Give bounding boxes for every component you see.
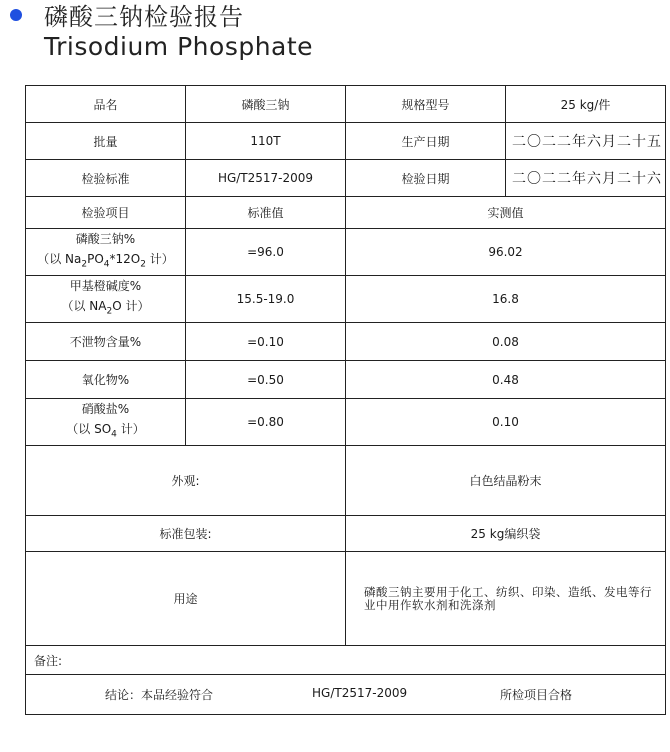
test-measured-value: 0.08 bbox=[346, 323, 666, 361]
conclusion-standard: HG/T2517-2009 bbox=[312, 686, 408, 700]
appearance-value: 白色结晶粉末 bbox=[346, 446, 666, 516]
production-date-value: 二〇二二年六月二十五 bbox=[506, 123, 666, 160]
remarks-label: 备注: bbox=[26, 646, 666, 675]
test-measured-value: 96.02 bbox=[346, 229, 666, 276]
column-header-standard: 标准值 bbox=[186, 197, 346, 229]
inspection-report-table bbox=[25, 85, 666, 715]
inspection-date-value: 二〇二二年六月二十六 bbox=[506, 160, 666, 197]
table-row bbox=[26, 276, 666, 323]
standard-value: HG/T2517-2009 bbox=[186, 160, 346, 197]
table-row bbox=[26, 123, 666, 160]
test-item bbox=[26, 276, 186, 323]
test-measured-value: 0.48 bbox=[346, 361, 666, 399]
table-row bbox=[26, 361, 666, 399]
packaging-value: 25 kg编织袋 bbox=[346, 516, 666, 552]
conclusion-cell bbox=[26, 675, 666, 715]
standard-label: 检验标准 bbox=[26, 160, 186, 197]
test-item-name: 磷酸三钠% bbox=[75, 232, 136, 247]
conclusion-label: 结论：本品经验符合 bbox=[105, 688, 214, 702]
test-standard-value: =0.10 bbox=[186, 323, 346, 361]
test-standard-value: 15.5-19.0 bbox=[186, 276, 346, 323]
test-standard-value: =0.80 bbox=[186, 399, 346, 446]
inspection-date-label: 检验日期 bbox=[346, 160, 506, 197]
column-header-item: 检验项目 bbox=[26, 197, 186, 229]
test-measured-value: 16.8 bbox=[346, 276, 666, 323]
test-standard-value: =96.0 bbox=[186, 229, 346, 276]
appearance-label: 外观: bbox=[26, 446, 346, 516]
batch-label: 批量 bbox=[26, 123, 186, 160]
test-item bbox=[26, 229, 186, 276]
table-row bbox=[26, 552, 666, 646]
product-name-value: 磷酸三钠 bbox=[186, 86, 346, 123]
spec-label: 规格型号 bbox=[346, 86, 506, 123]
bullet-dot bbox=[10, 9, 22, 21]
column-header-measured: 实测值 bbox=[346, 197, 666, 229]
conclusion-result: 所检项目合格 bbox=[500, 688, 573, 702]
table-row bbox=[26, 516, 666, 552]
packaging-label: 标准包装: bbox=[26, 516, 346, 552]
test-item-name: 氧化物% bbox=[26, 361, 186, 399]
usage-value: 磷酸三钠主要用于化工、纺织、印染、造纸、发电等行业中用作软水剂和洗涤剂 bbox=[346, 552, 666, 646]
spec-value: 25 kg/件 bbox=[506, 86, 666, 123]
table-row bbox=[26, 675, 666, 715]
product-name-label: 品名 bbox=[26, 86, 186, 123]
production-date-label: 生产日期 bbox=[346, 123, 506, 160]
test-standard-value: =0.50 bbox=[186, 361, 346, 399]
test-measured-value: 0.10 bbox=[346, 399, 666, 446]
page-title-cn: 磷酸三钠检验报告 bbox=[44, 3, 244, 31]
test-item-name: 不泄物含量% bbox=[26, 323, 186, 361]
table-row bbox=[26, 86, 666, 123]
test-item-name: 甲基橙碱度% bbox=[69, 279, 142, 294]
batch-value: 110T bbox=[186, 123, 346, 160]
table-row bbox=[26, 446, 666, 516]
table-row bbox=[26, 399, 666, 446]
test-item bbox=[26, 399, 186, 446]
test-item-note: （以 $SO_4$ 计） bbox=[66, 422, 145, 440]
table-header-row bbox=[26, 197, 666, 229]
usage-label: 用途 bbox=[26, 552, 346, 646]
test-item-note: （以 $Na_2PO_4*12O_2$ 计） bbox=[37, 252, 174, 270]
page-title-en: Trisodium Phosphate bbox=[44, 32, 314, 61]
table-row bbox=[26, 323, 666, 361]
table-row bbox=[26, 646, 666, 675]
table-row bbox=[26, 229, 666, 276]
test-item-note: （以 $NA_2O$ 计） bbox=[61, 299, 150, 317]
table-row bbox=[26, 160, 666, 197]
test-item-name: 硝酸盐% bbox=[81, 402, 130, 417]
